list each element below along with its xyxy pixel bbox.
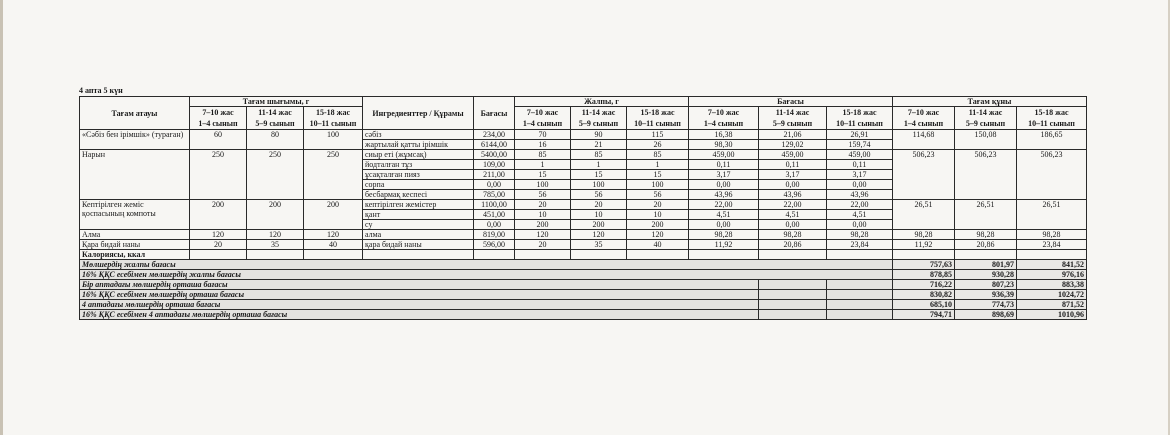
summary-value: 1024,72 (1017, 290, 1087, 300)
dish-cost: 98,28 (1017, 230, 1087, 240)
header-age-group (627, 107, 689, 130)
ingredient-price: 1100,00 (474, 200, 515, 210)
age-label: 7–10 жас (907, 108, 940, 117)
summary-value: 801,97 (955, 260, 1017, 270)
summary-label: 16% ҚҚС есебімен мөлшердің жалпы бағасы (80, 270, 893, 280)
total-grams: 100 (571, 180, 627, 190)
ingredient-price: 0,00 (474, 180, 515, 190)
summary-row (80, 290, 1087, 300)
header-age-group (955, 107, 1017, 130)
ingredient-cost: 159,74 (827, 140, 893, 150)
summary-value: 794,71 (893, 310, 955, 320)
week-day-caption: 4 апта 5 күн (79, 86, 123, 95)
total-grams: 200 (515, 220, 571, 230)
total-grams: 16 (515, 140, 571, 150)
ingredient-price: 109,00 (474, 160, 515, 170)
ingredient-name: сорпа (363, 180, 474, 190)
age-label: 11-14 жас (258, 108, 292, 117)
header-age-group (515, 107, 571, 130)
ingredient-name: су (363, 220, 474, 230)
total-grams: 56 (571, 190, 627, 200)
dish-cost: 20,86 (955, 240, 1017, 250)
header-age-group (304, 107, 363, 130)
summary-row (80, 280, 1087, 290)
empty-cell (1017, 250, 1087, 260)
ingredient-cost: 11,92 (689, 240, 759, 250)
total-grams: 90 (571, 130, 627, 140)
ingredient-cost: 43,96 (759, 190, 827, 200)
ingredient-cost: 0,00 (759, 180, 827, 190)
ingredient-cost: 23,84 (827, 240, 893, 250)
empty-cell (759, 300, 827, 310)
empty-cell (759, 290, 827, 300)
header-dish-cost: Тағам құны (893, 97, 1087, 107)
empty-cell (247, 250, 304, 260)
empty-cell (474, 250, 515, 260)
portion-value: 200 (247, 200, 304, 230)
total-grams: 85 (627, 150, 689, 160)
age-label: 15-18 жас (842, 108, 877, 117)
age-label: 11-14 жас (968, 108, 1003, 117)
grade-label: 10–11 сынып (309, 119, 357, 128)
grade-label: 1–4 сынып (903, 119, 944, 128)
age-label: 11-14 жас (775, 108, 810, 117)
grade-label: 1–4 сынып (198, 119, 238, 128)
ingredient-cost: 98,28 (827, 230, 893, 240)
header-portion: Тағам шығымы, г (190, 97, 363, 107)
total-grams: 40 (627, 240, 689, 250)
ingredient-cost: 22,00 (689, 200, 759, 210)
ingredient-price: 5400,00 (474, 150, 515, 160)
dish-cost: 506,23 (893, 150, 955, 200)
grade-label: 10–11 сынып (1028, 119, 1075, 128)
header-dish-name: Тағам атауы (80, 97, 190, 130)
total-grams: 56 (515, 190, 571, 200)
total-grams: 100 (515, 180, 571, 190)
total-grams: 35 (571, 240, 627, 250)
total-grams: 20 (571, 200, 627, 210)
ingredient-cost: 0,11 (759, 160, 827, 170)
ingredient-cost: 459,00 (759, 150, 827, 160)
summary-value: 1010,96 (1017, 310, 1087, 320)
ingredient-name: сиыр еті (жұмсақ) (363, 150, 474, 160)
summary-label: Мөлшердің жалпы бағасы (80, 260, 893, 270)
summary-label: Бір аптадағы мөлшердің орташа бағасы (80, 280, 759, 290)
age-label: 11-14 жас (581, 108, 616, 117)
dish-name: Алма (80, 230, 190, 240)
ingredient-name: кептірілген жемістер (363, 200, 474, 210)
dish-cost: 26,51 (955, 200, 1017, 230)
ingredient-cost: 0,11 (689, 160, 759, 170)
ingredient-name: ұсақталған пияз (363, 170, 474, 180)
ingredient-cost: 3,17 (689, 170, 759, 180)
ingredient-cost: 4,51 (759, 210, 827, 220)
dish-cost: 26,51 (893, 200, 955, 230)
summary-value: 830,82 (893, 290, 955, 300)
header-age-group (893, 107, 955, 130)
portion-value: 250 (304, 150, 363, 200)
dish-name: Кептірілген жеміс қоспасының компоты (80, 200, 190, 230)
dish-cost: 23,84 (1017, 240, 1087, 250)
ingredient-price: 6144,00 (474, 140, 515, 150)
dish-cost: 506,23 (955, 150, 1017, 200)
total-grams: 100 (627, 180, 689, 190)
ingredient-cost: 22,00 (827, 200, 893, 210)
ingredient-cost: 0,00 (827, 220, 893, 230)
portion-value: 200 (190, 200, 247, 230)
summary-value: 757,63 (893, 260, 955, 270)
grade-label: 1–4 сынып (522, 119, 563, 128)
ingredient-price: 819,00 (474, 230, 515, 240)
header-cost: Бағасы (689, 97, 893, 107)
ingredient-name: қара бидай наны (363, 240, 474, 250)
dish-cost: 11,92 (893, 240, 955, 250)
summary-row (80, 270, 1087, 280)
grade-label: 10–11 сынып (836, 119, 883, 128)
ingredient-price: 211,00 (474, 170, 515, 180)
summary-value: 774,73 (955, 300, 1017, 310)
grade-label: 5–9 сынып (578, 119, 619, 128)
ingredient-cost: 129,02 (759, 140, 827, 150)
empty-cell (627, 250, 689, 260)
ingredient-cost: 22,00 (759, 200, 827, 210)
total-grams: 10 (571, 210, 627, 220)
age-label: 7–10 жас (526, 108, 559, 117)
empty-cell (955, 250, 1017, 260)
total-grams: 120 (571, 230, 627, 240)
age-label: 15-18 жас (640, 108, 675, 117)
ingredient-cost: 0,00 (689, 220, 759, 230)
empty-cell (893, 250, 955, 260)
summary-row (80, 300, 1087, 310)
ingredient-cost: 43,96 (689, 190, 759, 200)
ingredient-cost: 459,00 (827, 150, 893, 160)
portion-value: 120 (247, 230, 304, 240)
dish-cost: 150,08 (955, 130, 1017, 150)
empty-cell (759, 250, 827, 260)
portion-value: 20 (190, 240, 247, 250)
total-grams: 200 (571, 220, 627, 230)
summary-value: 930,28 (955, 270, 1017, 280)
ingredient-name: бесбармақ кеспесі (363, 190, 474, 200)
total-grams: 120 (515, 230, 571, 240)
total-grams: 20 (627, 200, 689, 210)
portion-value: 80 (247, 130, 304, 150)
ingredient-cost: 0,11 (827, 160, 893, 170)
table-row (80, 240, 1087, 250)
portion-value: 35 (247, 240, 304, 250)
age-label: 15-18 жас (1034, 108, 1069, 117)
page-edge-left (0, 0, 3, 435)
ingredient-cost: 0,00 (689, 180, 759, 190)
portion-value: 200 (304, 200, 363, 230)
ingredient-name: сәбіз (363, 130, 474, 140)
summary-value: 878,85 (893, 270, 955, 280)
ingredient-name: жартылай қатты ірімшік (363, 140, 474, 150)
portion-value: 120 (304, 230, 363, 240)
grade-label: 1–4 сынып (703, 119, 744, 128)
summary-value: 976,16 (1017, 270, 1087, 280)
summary-row (80, 260, 1087, 270)
portion-value: 120 (190, 230, 247, 240)
dish-cost: 98,28 (955, 230, 1017, 240)
ingredient-cost: 3,17 (759, 170, 827, 180)
header-price: Бағасы (474, 97, 515, 130)
ingredient-price: 596,00 (474, 240, 515, 250)
total-grams: 15 (571, 170, 627, 180)
ingredient-cost: 21,06 (759, 130, 827, 140)
header-row-top (80, 97, 1087, 107)
total-grams: 85 (571, 150, 627, 160)
header-age-group (247, 107, 304, 130)
total-grams: 15 (515, 170, 571, 180)
total-grams: 20 (515, 200, 571, 210)
dish-cost: 98,28 (893, 230, 955, 240)
ingredient-price: 785,00 (474, 190, 515, 200)
grade-label: 5–9 сынып (772, 119, 813, 128)
summary-value: 685,10 (893, 300, 955, 310)
total-grams: 115 (627, 130, 689, 140)
summary-row (80, 310, 1087, 320)
empty-cell (689, 250, 759, 260)
dish-cost: 26,51 (1017, 200, 1087, 230)
summary-value: 716,22 (893, 280, 955, 290)
ingredient-cost: 26,91 (827, 130, 893, 140)
table-row (80, 130, 1087, 140)
header-row-age-groups (80, 107, 1087, 130)
ingredient-cost: 43,96 (827, 190, 893, 200)
empty-cell (827, 310, 893, 320)
header-age-group (1017, 107, 1087, 130)
total-grams: 10 (627, 210, 689, 220)
summary-label: 16% ҚҚС есебімен 4 аптадағы мөлшердің орташа бағасы (80, 310, 759, 320)
ingredient-cost: 98,28 (689, 230, 759, 240)
summary-label: 16% ҚҚС есебімен мөлшердің орташа бағасы (80, 290, 759, 300)
ingredient-price: 451,00 (474, 210, 515, 220)
dish-cost: 186,65 (1017, 130, 1087, 150)
total-grams: 26 (627, 140, 689, 150)
empty-cell (827, 290, 893, 300)
ingredient-name: алма (363, 230, 474, 240)
total-grams: 10 (515, 210, 571, 220)
header-age-group (190, 107, 247, 130)
total-grams: 1 (571, 160, 627, 170)
empty-cell (190, 250, 247, 260)
age-label: 7–10 жас (202, 108, 234, 117)
table-row (80, 230, 1087, 240)
dish-name: «Сәбіз бен ірімшік» (тураған) (80, 130, 190, 150)
summary-label: 4 аптадағы мөлшердің орташа бағасы (80, 300, 759, 310)
summary-value: 883,38 (1017, 280, 1087, 290)
header-ingredients: Ингредиенттер / Құрамы (363, 97, 474, 130)
total-grams: 20 (515, 240, 571, 250)
calories-row (80, 250, 1087, 260)
grade-label: 5–9 сынып (965, 119, 1006, 128)
ingredient-price: 0,00 (474, 220, 515, 230)
total-grams: 21 (571, 140, 627, 150)
portion-value: 60 (190, 130, 247, 150)
age-label: 7–10 жас (707, 108, 740, 117)
summary-value: 841,52 (1017, 260, 1087, 270)
age-label: 15-18 жас (315, 108, 350, 117)
empty-cell (759, 280, 827, 290)
table-row (80, 150, 1087, 160)
total-grams: 56 (627, 190, 689, 200)
summary-value: 898,69 (955, 310, 1017, 320)
ingredient-cost: 16,38 (689, 130, 759, 140)
empty-cell (759, 310, 827, 320)
ingredient-cost: 0,00 (759, 220, 827, 230)
grade-label: 10–11 сынып (634, 119, 681, 128)
ingredient-cost: 0,00 (827, 180, 893, 190)
dish-name: Қара бидай наны (80, 240, 190, 250)
calories-label: Калориясы, ккал (80, 250, 190, 260)
table-row (80, 200, 1087, 210)
ingredient-cost: 3,17 (827, 170, 893, 180)
total-grams: 70 (515, 130, 571, 140)
ingredient-cost: 4,51 (689, 210, 759, 220)
empty-cell (827, 300, 893, 310)
ingredient-name: йодталған тұз (363, 160, 474, 170)
ingredient-cost: 4,51 (827, 210, 893, 220)
total-grams: 200 (627, 220, 689, 230)
header-age-group (827, 107, 893, 130)
header-age-group (689, 107, 759, 130)
ingredient-price: 234,00 (474, 130, 515, 140)
portion-value: 40 (304, 240, 363, 250)
dish-cost: 506,23 (1017, 150, 1087, 200)
empty-cell (363, 250, 474, 260)
menu-cost-table (79, 96, 1087, 320)
total-grams: 1 (515, 160, 571, 170)
summary-value: 936,39 (955, 290, 1017, 300)
portion-value: 100 (304, 130, 363, 150)
header-age-group (571, 107, 627, 130)
grade-label: 5–9 сынып (255, 119, 295, 128)
summary-value: 807,23 (955, 280, 1017, 290)
ingredient-cost: 20,86 (759, 240, 827, 250)
empty-cell (571, 250, 627, 260)
portion-value: 250 (190, 150, 247, 200)
ingredient-name: қант (363, 210, 474, 220)
dish-name: Нарын (80, 150, 190, 200)
header-age-group (759, 107, 827, 130)
total-grams: 85 (515, 150, 571, 160)
summary-value: 871,52 (1017, 300, 1087, 310)
total-grams: 15 (627, 170, 689, 180)
total-grams: 1 (627, 160, 689, 170)
ingredient-cost: 459,00 (689, 150, 759, 160)
total-grams: 120 (627, 230, 689, 240)
empty-cell (515, 250, 571, 260)
empty-cell (827, 280, 893, 290)
ingredient-cost: 98,28 (759, 230, 827, 240)
empty-cell (304, 250, 363, 260)
ingredient-cost: 98,30 (689, 140, 759, 150)
portion-value: 250 (247, 150, 304, 200)
dish-cost: 114,68 (893, 130, 955, 150)
header-total: Жалпы, г (515, 97, 689, 107)
empty-cell (827, 250, 893, 260)
